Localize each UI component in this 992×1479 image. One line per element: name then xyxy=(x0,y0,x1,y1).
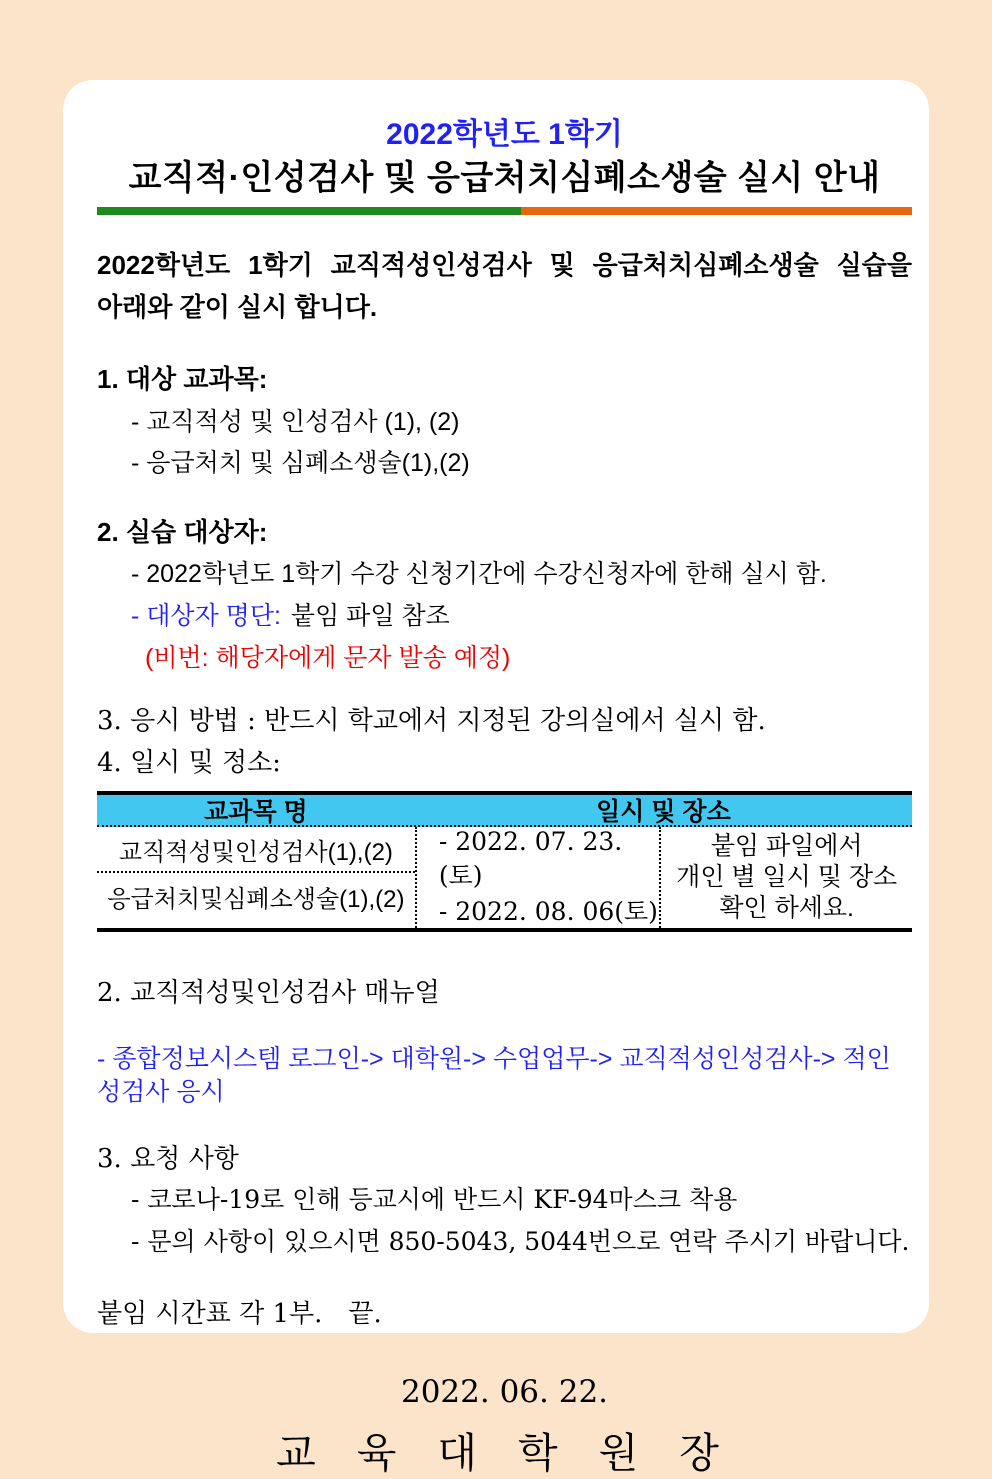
table-body xyxy=(97,827,912,928)
attachment-text: 붙임 시간표 각 1부. xyxy=(97,1298,323,1329)
title-underline xyxy=(97,207,912,215)
section-subjects xyxy=(97,362,912,481)
request-item-2: - 문의 사항이 있으시면 850-5043, 5044번으로 연락 주시기 바랍니다. xyxy=(131,1226,910,1256)
intro-paragraph xyxy=(97,245,912,328)
underline-green-segment xyxy=(97,207,521,215)
notice-card xyxy=(63,80,929,1477)
target-item-1: - 2022학년도 1학기 수강 신청기간에 수강신청자에 한해 실시 함. xyxy=(131,560,827,589)
subject-item-2: - 응급처치 및 심폐소생술(1),(2) xyxy=(131,449,470,478)
signature: 교 육 대 학 원 장 xyxy=(276,1428,733,1477)
manual-title: 2. 교직적성및인성검사 매뉴얼 xyxy=(97,978,440,1009)
notice-title: 교직적·인성검사 및 응급처치심폐소생술 실시 안내 xyxy=(128,158,881,197)
subject-cell-2: 응급처치및심폐소생술(1),(2) xyxy=(107,885,405,913)
section-subjects-title: 1. 대상 교과목: xyxy=(97,364,268,395)
password-note: (비번: 해당자에게 문자 발송 예정) xyxy=(145,643,511,672)
date-line-1: - 2022. 07. 23.(토) xyxy=(438,827,623,891)
subject-item-1: - 교직적성 및 인성검사 (1), (2) xyxy=(131,407,460,436)
schedule-line: 4. 일시 및 정소: xyxy=(97,748,281,779)
subject-cell-1: 교직적성및인성검사(1),(2) xyxy=(97,827,415,873)
request-item-1: - 코로나-19로 인해 등교시에 반드시 KF-94마스크 착용 xyxy=(131,1185,738,1215)
note-line-3: 확인 하세요. xyxy=(719,894,854,923)
table-header-subject: 교과목 명 xyxy=(204,798,308,827)
attachment-end: 끝. xyxy=(348,1298,382,1329)
target-list-value: 붙임 파일 참조 xyxy=(290,601,450,630)
manual-path-link: - 종합정보시스템 로그인-> 대학원-> 수업업무-> 교직적성인성검사-> 적인성검사 응시 xyxy=(97,1045,891,1106)
attachment-line xyxy=(97,1293,912,1330)
intro-line-1: 2022학년도 1학기 교직적성인성검사 및 응급처치심폐소생술 실습을 xyxy=(97,250,912,281)
section-requests xyxy=(97,1138,912,1259)
table-note-cell xyxy=(659,827,912,928)
section-target xyxy=(97,515,912,675)
underline-orange-segment xyxy=(521,207,912,215)
target-list-label: - 대상자 명단: xyxy=(131,601,281,630)
target-item-2 xyxy=(131,600,912,634)
note-line-2: 개인 별 일시 및 장소 xyxy=(676,862,898,891)
intro-line-2: 아래와 같이 실시 합니다. xyxy=(97,291,378,322)
table-header-datetime: 일시 및 장소 xyxy=(596,798,731,827)
table-header-row xyxy=(97,795,912,827)
section-target-title: 2. 실습 대상자: xyxy=(97,517,268,548)
date-line-2: - 2022. 08. 06(토) xyxy=(438,897,658,927)
table-subject-column xyxy=(97,827,415,928)
table-dates-cell xyxy=(415,827,660,928)
schedule-table xyxy=(97,791,912,932)
method-line: 3. 응시 방법 : 반드시 학교에서 지정된 강의실에서 실시 함. xyxy=(97,706,766,737)
requests-title: 3. 요청 사항 xyxy=(97,1144,239,1175)
semester-subtitle: 2022학년도 1학기 xyxy=(386,118,623,151)
note-line-1: 붙임 파일에서 xyxy=(710,831,863,860)
document-header xyxy=(97,116,912,215)
issue-date: 2022. 06. 22. xyxy=(400,1373,609,1410)
